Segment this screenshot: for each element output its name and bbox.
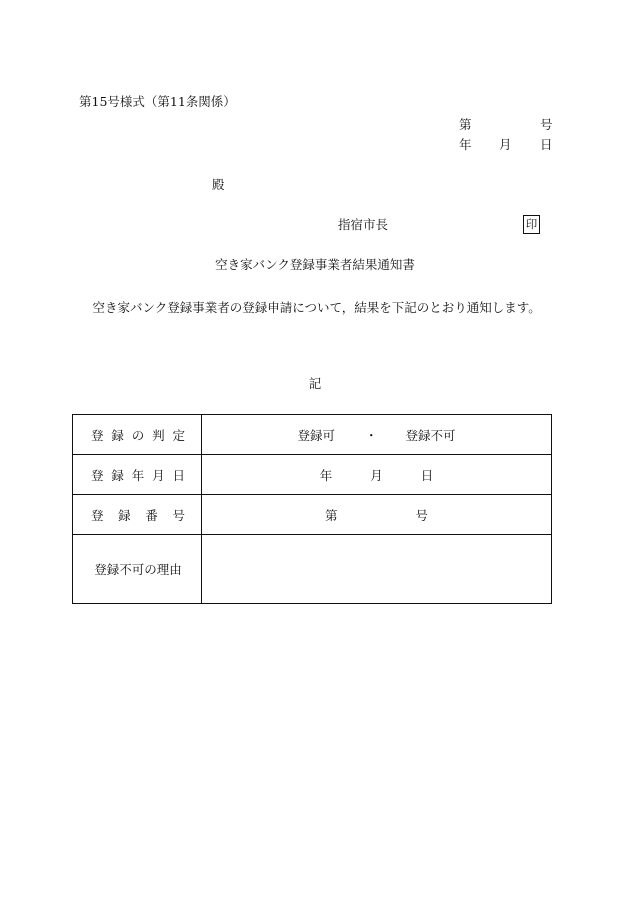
label-cell (73, 495, 202, 535)
value-year: 年 (319, 467, 333, 483)
table-row (73, 415, 552, 455)
option-rejected: 登録不可 (405, 427, 456, 443)
label-registration-number: 登 録 番 号 (91, 507, 185, 523)
value-cell-number (202, 495, 552, 535)
value-cell-judgement (202, 415, 552, 455)
document-title: 空き家バンク登録事業者結果通知書 (215, 257, 415, 272)
body-paragraph: 空き家バンク登録事業者の登録申請について，結果を下記のとおり通知します。 (92, 300, 541, 315)
date-month: 月 (499, 137, 512, 152)
option-approved: 登録可 (297, 427, 336, 443)
registration-result-table (72, 414, 552, 604)
form-number: 第15号様式（第11条関係） (79, 94, 236, 109)
value-cell-date (202, 455, 552, 495)
table-row (73, 495, 552, 535)
value-cell-reason (202, 535, 552, 604)
date-day: 日 (540, 137, 553, 152)
option-separator: ・ (364, 427, 378, 443)
seal-stamp: 印 (523, 215, 540, 234)
value-number-suffix: 号 (415, 507, 428, 523)
label-cell (73, 455, 202, 495)
label-cell (73, 535, 202, 604)
label-cell (73, 415, 202, 455)
table-row (73, 455, 552, 495)
recipient-suffix: 殿 (212, 177, 225, 192)
label-registration-date: 登 録 年 月 日 (91, 467, 185, 483)
value-number-prefix: 第 (325, 507, 338, 523)
date-year: 年 (459, 137, 472, 152)
label-judgement: 登 録 の 判 定 (91, 427, 185, 443)
value-month: 月 (370, 467, 383, 483)
value-day: 日 (420, 467, 434, 483)
sender-name: 指宿市長 (338, 217, 389, 232)
document-number-suffix: 号 (540, 117, 553, 132)
table-row (73, 535, 552, 604)
ki-heading: 記 (308, 376, 322, 391)
label-rejection-reason: 登録不可の理由 (94, 562, 182, 577)
document-number-prefix: 第 (459, 117, 472, 132)
